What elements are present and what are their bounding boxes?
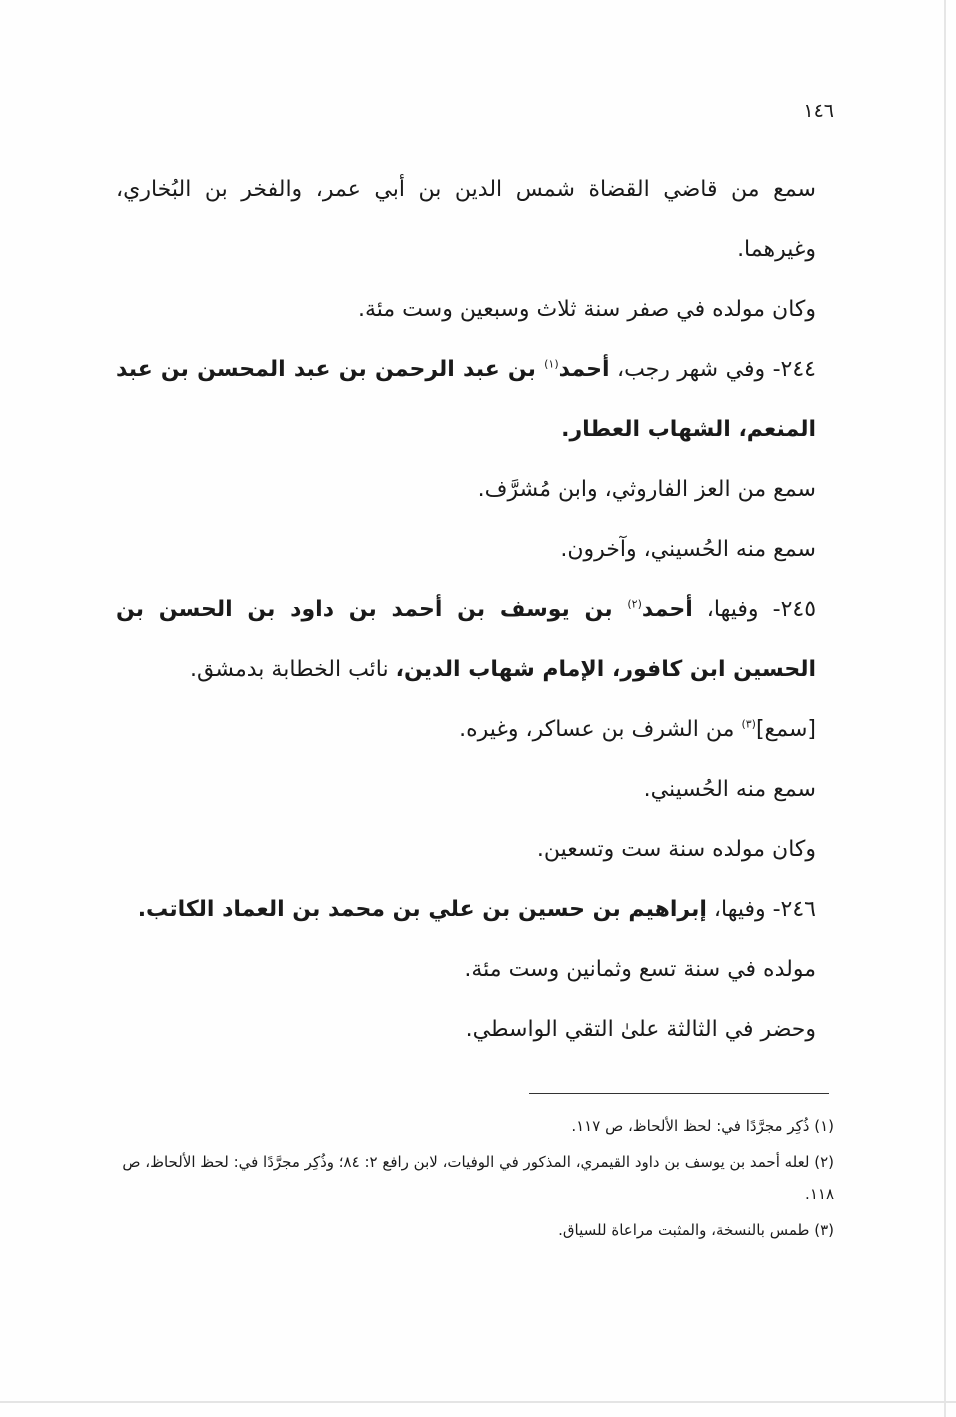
footnote: (٢) لعله أحمد بن يوسف بن داود القيمري، المذكور في الوفيات، لابن رافع ٢: ٨٤؛ وذُكِر مجرَّدًا في: لحظ الألحاظ، ص ١١٨. xyxy=(122,1153,834,1203)
entry-244 xyxy=(116,340,816,460)
footnote-ref: (١) xyxy=(544,357,559,371)
footnote-ref: (٢) xyxy=(627,597,642,611)
entry-245 xyxy=(116,580,816,700)
paragraph: مولده في سنة تسع وثمانين وست مئة. xyxy=(464,957,816,982)
paragraph: سمع من العز الفاروثي، وابن مُشرَّف. xyxy=(477,477,816,502)
entry-246 xyxy=(116,880,816,940)
main-text xyxy=(116,160,816,1060)
entry-tail: نائب الخطابة بدمشق. xyxy=(189,657,396,682)
entry-name: أحمد xyxy=(558,357,610,382)
page-number: ١٤٦ xyxy=(803,100,834,122)
entry-lead: وفيها، xyxy=(706,897,766,922)
entry-name: إبراهيم بن حسين بن علي بن محمد بن العماد الكاتب. xyxy=(137,897,707,922)
paragraph: سمع منه الحُسيني. xyxy=(643,777,816,802)
paragraph xyxy=(116,700,816,760)
paragraph: سمع من قاضي القضاة شمس الدين بن أبي عمر، والفخر بن البُخاري، وغيرهما. xyxy=(116,177,816,262)
footnote: (٣) طمس بالنسخة، والمثبت مراعاة للسياق. xyxy=(558,1221,834,1239)
paragraph-text: من الشرف بن عساكر، وغيره. xyxy=(459,717,742,742)
entry-name-rest: بن عبد الرحمن بن عبد المحسن بن عبد المنعم، الشهاب العطار. xyxy=(116,357,816,442)
entry-number: ٢٤٦- xyxy=(765,897,816,922)
entry-lead: وفيها، xyxy=(692,597,759,622)
entry-name-rest: بن يوسف بن أحمد بن داود بن الحسن بن الحسين ابن كافور، الإمام شهاب الدين، xyxy=(116,597,816,682)
paragraph: وحضر في الثالثة علىٰ التقي الواسطي. xyxy=(465,1017,816,1042)
page-edge-bottom xyxy=(0,1401,956,1403)
footnotes xyxy=(119,1110,834,1250)
footnote-ref: (٣) xyxy=(741,717,756,731)
entry-number: ٢٤٥- xyxy=(758,597,817,622)
entry-number: ٢٤٤- xyxy=(765,357,816,382)
paragraph: وكان مولده سنة ست وتسعين. xyxy=(536,837,816,862)
entry-name: أحمد xyxy=(641,597,693,622)
page-edge-right xyxy=(944,0,946,1417)
paragraph: سمع منه الحُسيني، وآخرون. xyxy=(560,537,816,562)
paragraph: وكان مولده في صفر سنة ثلاث وسبعين وست مئة. xyxy=(357,297,816,322)
entry-lead: وفي شهر رجب، xyxy=(609,357,766,382)
bracket-text: [سمع] xyxy=(755,717,816,742)
footnote-divider xyxy=(529,1093,829,1094)
footnote: (١) ذُكِر مجرَّدًا في: لحظ الألحاظ، ص ١١٧. xyxy=(571,1117,834,1135)
